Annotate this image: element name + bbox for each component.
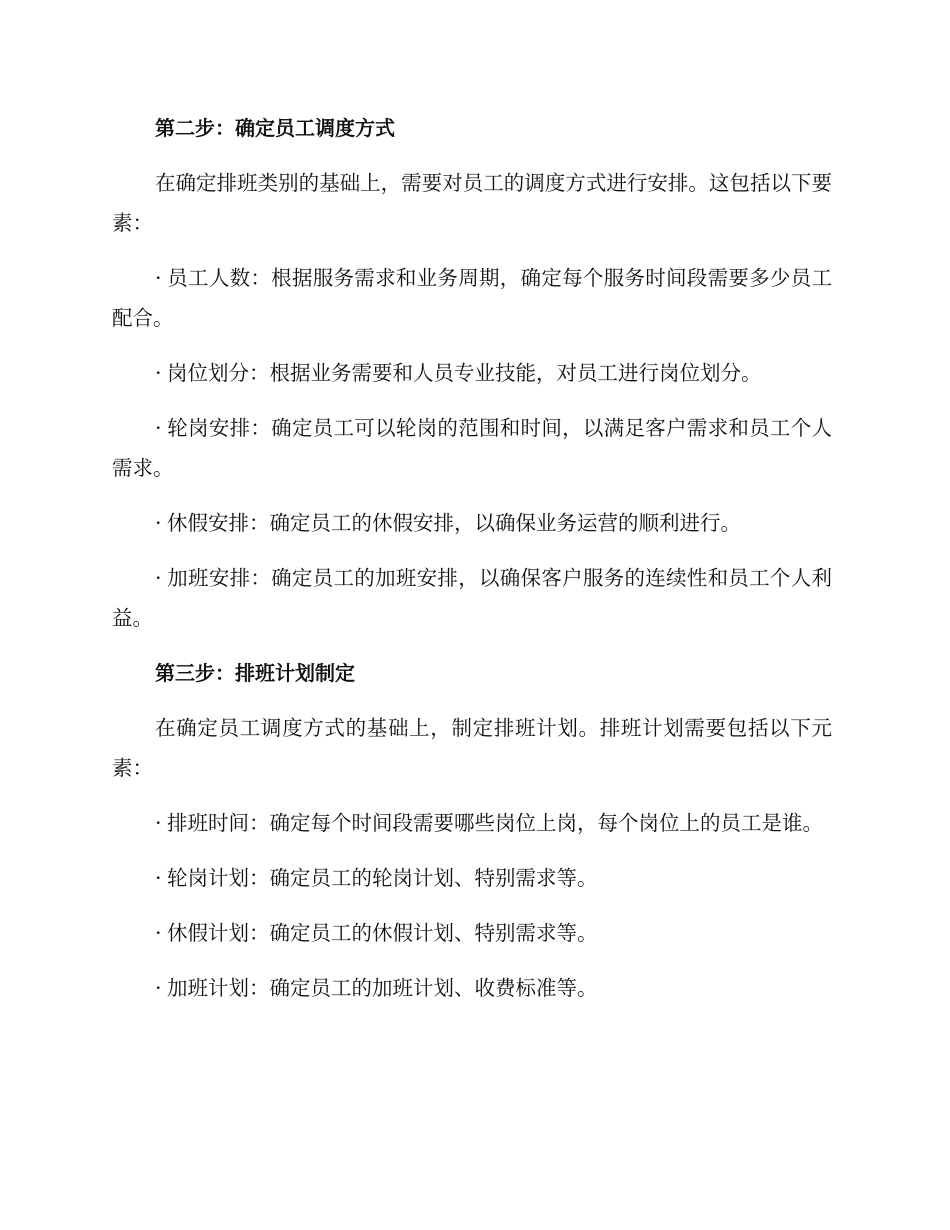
bullet-icon: ·	[155, 811, 162, 835]
item-text: 休假安排：确定员工的休假安排，以确保业务运营的顺利进行。	[167, 511, 741, 535]
section-2-item-position-division	[112, 353, 832, 393]
document-body	[112, 108, 832, 1023]
section-3-item-overtime-plan	[112, 968, 832, 1008]
section-3-item-rotation-plan	[112, 858, 832, 898]
section-2-item-staff-count	[112, 258, 832, 338]
item-text: 岗位划分：根据业务需要和人员专业技能，对员工进行岗位划分。	[167, 361, 762, 385]
item-text: 排班时间：确定每个时间段需要哪些岗位上岗，每个岗位上的员工是谁。	[167, 811, 823, 835]
item-text: 员工人数：根据服务需求和业务周期，确定每个服务时间段需要多少员工配合。	[112, 266, 832, 330]
bullet-icon: ·	[155, 921, 162, 945]
bullet-icon: ·	[155, 416, 162, 440]
bullet-icon: ·	[155, 566, 162, 590]
bullet-icon: ·	[155, 511, 162, 535]
bullet-icon: ·	[155, 866, 162, 890]
section-2-item-overtime	[112, 558, 832, 638]
section-3-item-schedule-time	[112, 803, 832, 843]
item-text: 休假计划：确定员工的休假计划、特别需求等。	[167, 921, 598, 945]
section-3-item-leave-plan	[112, 913, 832, 953]
item-text: 加班安排：确定员工的加班安排，以确保客户服务的连续性和员工个人利益。	[112, 566, 832, 630]
item-text: 轮岗安排：确定员工可以轮岗的范围和时间，以满足客户需求和员工个人需求。	[112, 416, 832, 480]
section-2-item-leave	[112, 503, 832, 543]
bullet-icon: ·	[155, 361, 162, 385]
item-text: 加班计划：确定员工的加班计划、收费标准等。	[167, 976, 598, 1000]
bullet-icon: ·	[155, 266, 162, 290]
section-3-heading: 第三步：排班计划制定	[155, 661, 355, 685]
bullet-icon: ·	[155, 976, 162, 1000]
section-2-intro: 在确定排班类别的基础上，需要对员工的调度方式进行安排。这包括以下要素：	[112, 171, 832, 235]
section-2-item-rotation	[112, 408, 832, 488]
section-2-heading: 第二步：确定员工调度方式	[155, 116, 395, 140]
section-3-intro: 在确定员工调度方式的基础上，制定排班计划。排班计划需要包括以下元素：	[112, 716, 832, 780]
item-text: 轮岗计划：确定员工的轮岗计划、特别需求等。	[167, 866, 598, 890]
